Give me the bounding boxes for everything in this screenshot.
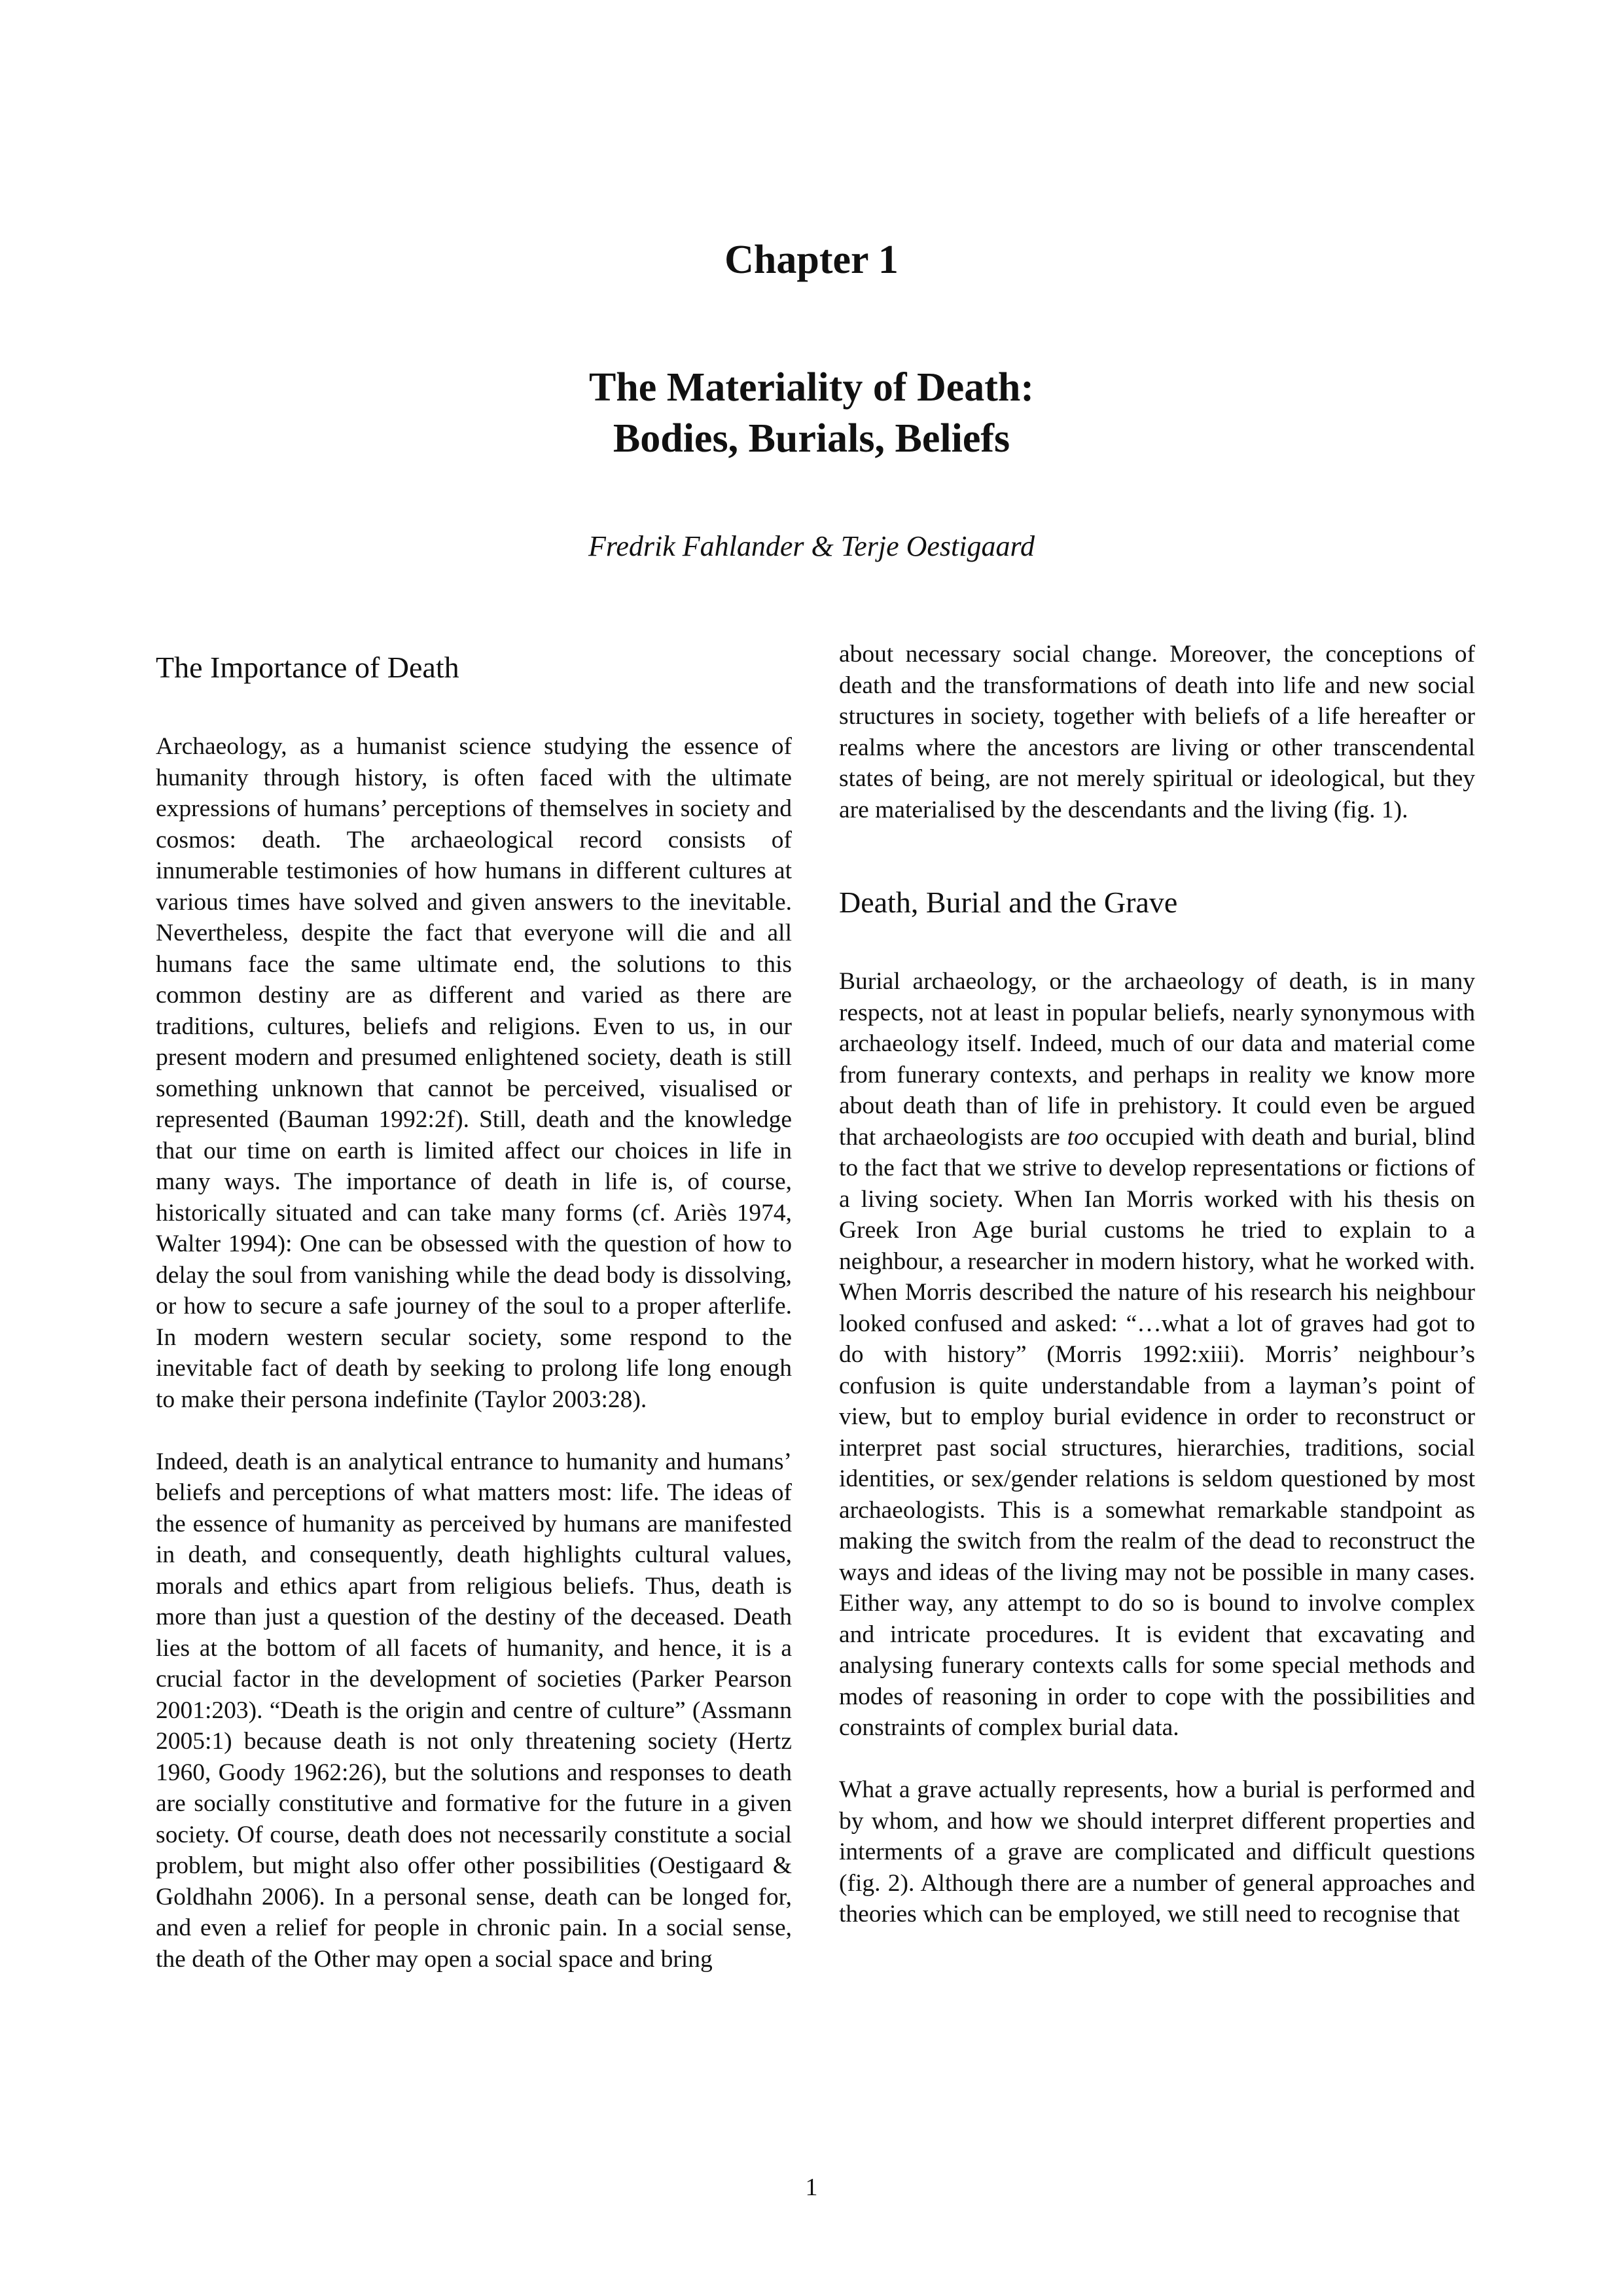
paragraph-text: Burial archaeology, or the archaeology of death, is in many respects, not at least in popular beliefs, nearly synonymous with archaeology itself. Indeed, much of our data and material come from funerary contexts, and perhaps in reality we know more about death than of life in prehistory. It could even be argued that archaeologists are	[839, 968, 1475, 1151]
chapter-title	[0, 363, 1623, 464]
left-column	[156, 641, 792, 2006]
section-heading-importance-of-death: The Importance of Death	[156, 651, 459, 684]
right-column	[839, 639, 1475, 1961]
paragraph-text: occupied with death and burial, blind to the fact that we strive to develop representations or fictions of a living society. When Ian Morris worked with his thesis on Greek Iron Age burial customs he tried to explain to a neighbour, a researcher in modern history, what he worked with. When Morris described the nature of his research his neighbour looked confused and asked: “…what a lot of graves had got to do with history” (Morris 1992:xiii). Morris’ neighbour’s confusion is quite understandable from a layman’s point of view, but to employ burial evidence in order to reconstruct or interpret past social structures, hierarchies, traditions, social identities, or sex/gender relations is seldom questioned by most archaeologists. This is a somewhat remarkable standpoint as making the switch from the realm of the dead to reconstruct the ways and ideas of the living may not be possible in many cases. Either way, any attempt to do so is bound to involve complex and intricate procedures. It is evident that excavating and analysing funerary contexts calls for some special methods and modes of reasoning in order to cope with the possibilities and constraints of complex burial data.	[839, 1123, 1476, 1742]
emphasized-word: too	[1067, 1123, 1099, 1151]
paragraph: What a grave actually represents, how a burial is performed and by whom, and how we should interpret different properties and interments of a grave are complicated and difficult questions (fig. 2). Although there are a number of general approaches and theories which can be employed, we still need to recognise that	[839, 1776, 1475, 1928]
paragraph: Indeed, death is an analytical entrance to humanity and humans’ beliefs and perceptions of what matters most: life. The ideas of the essence of humanity as perceived by humans are manifested in death, and consequently, death highlights cultural values, morals and ethics apart from religious beliefs. Thus, death is more than just a question of the destiny of the deceased. Death lies at the bottom of all facets of humanity, and hence, it is a crucial factor in the development of societies (Parker Pearson 2001:203). “Death is the origin and centre of culture” (Assmann 2005:1) because death is not only threatening society (Hertz 1960, Goody 1962:26), but the solutions and responses to death are socially constitutive and formative for the future in a given society. Of course, death does not necessarily constitute a social problem, but might also offer other possibilities (Oestigaard & Goldhahn 2006). In a personal sense, death can be longed for, and even a relief for people in chronic pain. In a social sense, the death of the Other may open a social space and bring	[156, 1448, 792, 1973]
chapter-title-line-2: Bodies, Burials, Beliefs	[613, 416, 1010, 461]
paragraph	[839, 966, 1475, 1744]
paragraph: Archaeology, as a humanist science studying the essence of humanity through history, is often faced with the ultimate expressions of humans’ perceptions of themselves in society and cosmos: death. The archaeological record consists of innumerable testimonies of how humans in different cultures at various times have solved and given answers to the inevitable. Nevertheless, despite the fact that everyone will die and all humans face the same ultimate end, the solutions to this common destiny are as different and varied as there are traditions, cultures, beliefs and religions. Even to us, in our present modern and presumed enlightened society, death is still something unknown that cannot be perceived, visualised or represented (Bauman 1992:2f). Still, death and the knowledge that our time on earth is limited affect our choices in life in many ways. The importance of death in life is, of course, historically situated and can take many forms (cf. Ariès 1974, Walter 1994): One can be obsessed with the question of how to delay the soul from vanishing while the dead body is dissolving, or how to secure a safe journey of the soul to a proper afterlife. In modern western secular society, some respond to the inevitable fact of death by seeking to prolong life long enough to make their persona indefinite (Taylor 2003:28).	[156, 733, 792, 1413]
chapter-title-line-1: The Materiality of Death:	[588, 365, 1035, 410]
paragraph: about necessary social change. Moreover, the conceptions of death and the transformations of death into life and new social structures in society, together with beliefs of a life hereafter or realms where the ancestors are living or other transcendental states of being, are not merely spiritual or ideological, but they are materialised by the descendants and the living (fig. 1).	[839, 641, 1475, 823]
chapter-header	[0, 236, 1623, 564]
section-heading-death-burial-grave: Death, Burial and the Grave	[839, 886, 1178, 919]
chapter-label: Chapter 1	[724, 238, 899, 282]
authors: Fredrik Fahlander & Terje Oestigaard	[588, 530, 1035, 563]
page-number: 1	[805, 2174, 818, 2201]
